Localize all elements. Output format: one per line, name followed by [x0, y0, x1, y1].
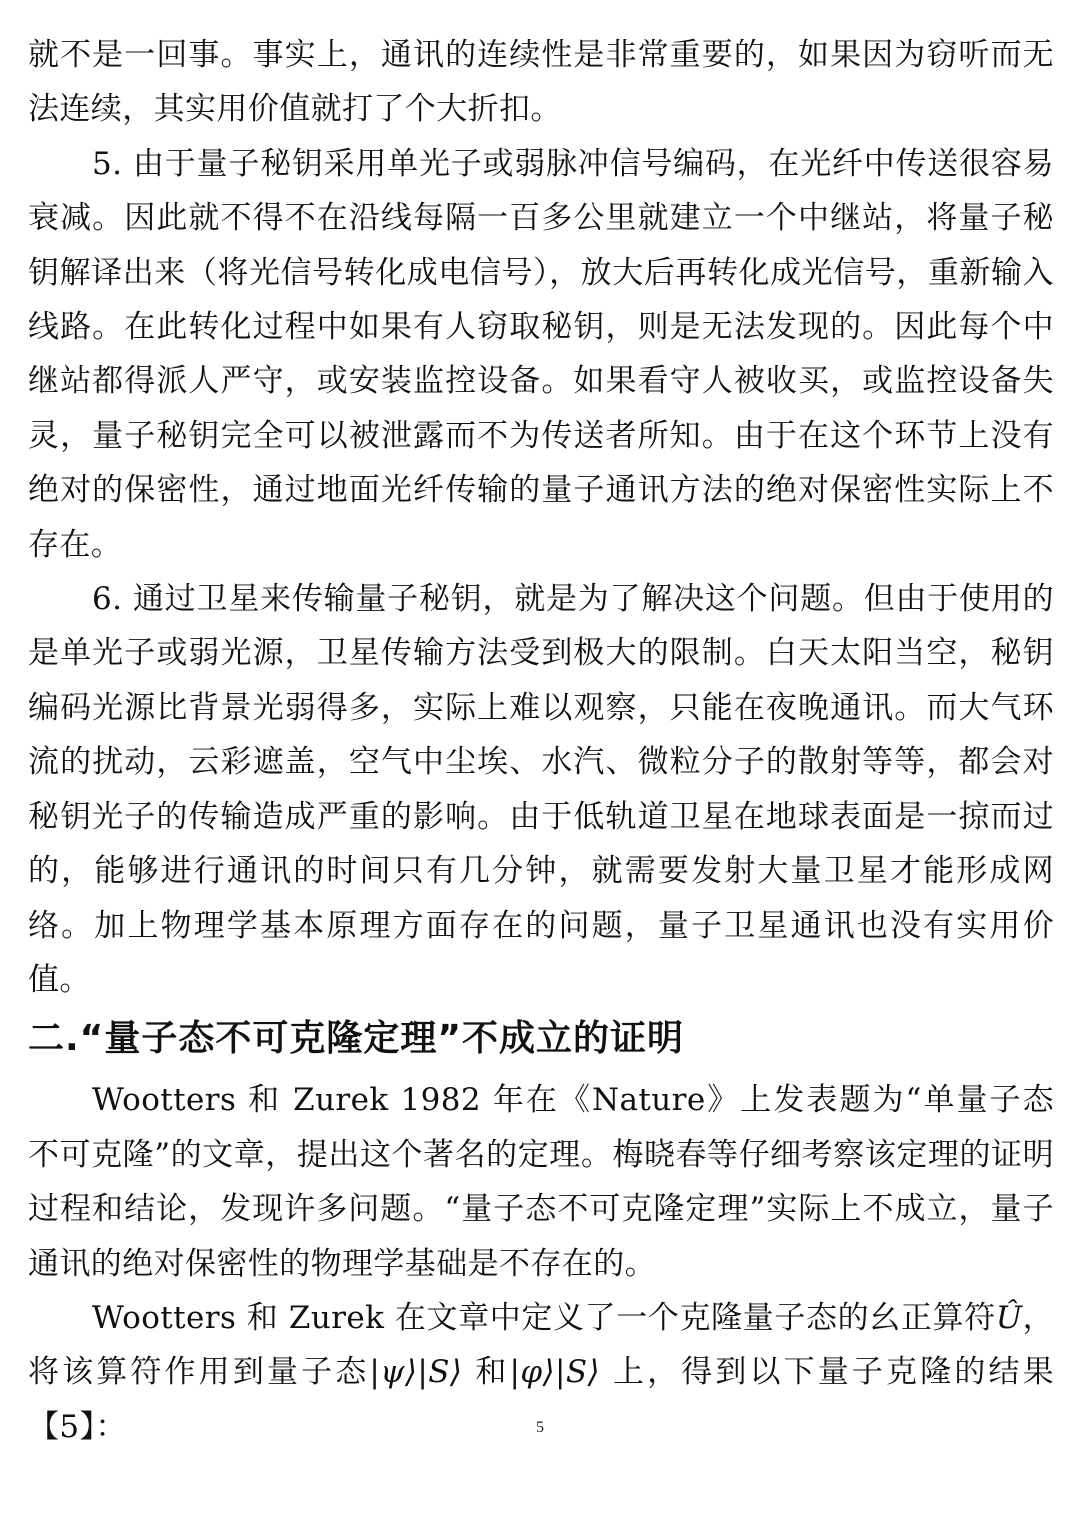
document-page: [28, 28, 1054, 1454]
paragraph-text-b: ，将该算符作用到量子态: [28, 1299, 1054, 1391]
paragraph-continuation: 就不是一回事。事实上，通讯的连续性是非常重要的，如果因为窃听而无法连续，其实用价值就打了个大折扣。: [28, 37, 1054, 128]
paragraph-text-c: 和: [462, 1354, 510, 1391]
quantum-state-psi: |ψ⟩|S⟩: [369, 1354, 463, 1391]
quantum-state-phi: |φ⟩|S⟩: [509, 1354, 600, 1391]
unitary-operator-symbol: Û: [995, 1299, 1023, 1336]
paragraph-text-d: 上，得到以下量子克隆的结果【5】：: [28, 1354, 1055, 1445]
page-number: 5: [536, 1419, 544, 1436]
paragraph-text-a: Wootters 和 Zurek 在文章中定义了一个克隆量子态的幺正算符: [92, 1299, 996, 1336]
paragraph-wootters-zurek-intro: Wootters 和 Zurek 1982 年在《Nature》上发表题为“单量子态不可克隆”的文章，提出这个著名的定理。梅晓春等仔细考察该定理的证明过程和结论，发现许多问题。“量子态不可克隆定理”实际上不成立，量子通讯的绝对保密性的物理学基础是不存在的。: [28, 1082, 1054, 1282]
paragraph-item-5: 5. 由于量子秘钥采用单光子或弱脉冲信号编码，在光纤中传送很容易衰减。因此就不得不在沿线每隔一百多公里就建立一个中继站，将量子秘钥解译出来（将光信号转化成电信号），放大后再转化成光信号，重新输入线路。在此转化过程中如果有人窃取秘钥，则是无法发现的。因此每个中继站都得派人严守，或安装监控设备。如果看守人被收买，或监控设备失灵，量子秘钥完全可以被泄露而不为传送者所知。由于在这个环节上没有绝对的保密性，通过地面光纤传输的量子通讯方法的绝对保密性实际上不存在。: [28, 145, 1054, 563]
section-heading: 二.“量子态不可克隆定理”不成立的证明: [28, 1018, 684, 1060]
paragraph-item-6: 6. 通过卫星来传输量子秘钥，就是为了解决这个问题。但由于使用的是单光子或弱光源，卫星传输方法受到极大的限制。白天太阳当空，秘钥编码光源比背景光弱得多，实际上难以观察，只能在夜晚通讯。而大气环流的扰动，云彩遮盖，空气中尘埃、水汽、微粒分子的散射等等，都会对秘钥光子的传输造成严重的影响。由于低轨道卫星在地球表面是一掠而过的，能够进行通讯的时间只有几分钟，就需要发射大量卫星才能形成网络。加上物理学基本原理方面存在的问题，量子卫星通讯也没有实用价值。: [28, 581, 1054, 998]
